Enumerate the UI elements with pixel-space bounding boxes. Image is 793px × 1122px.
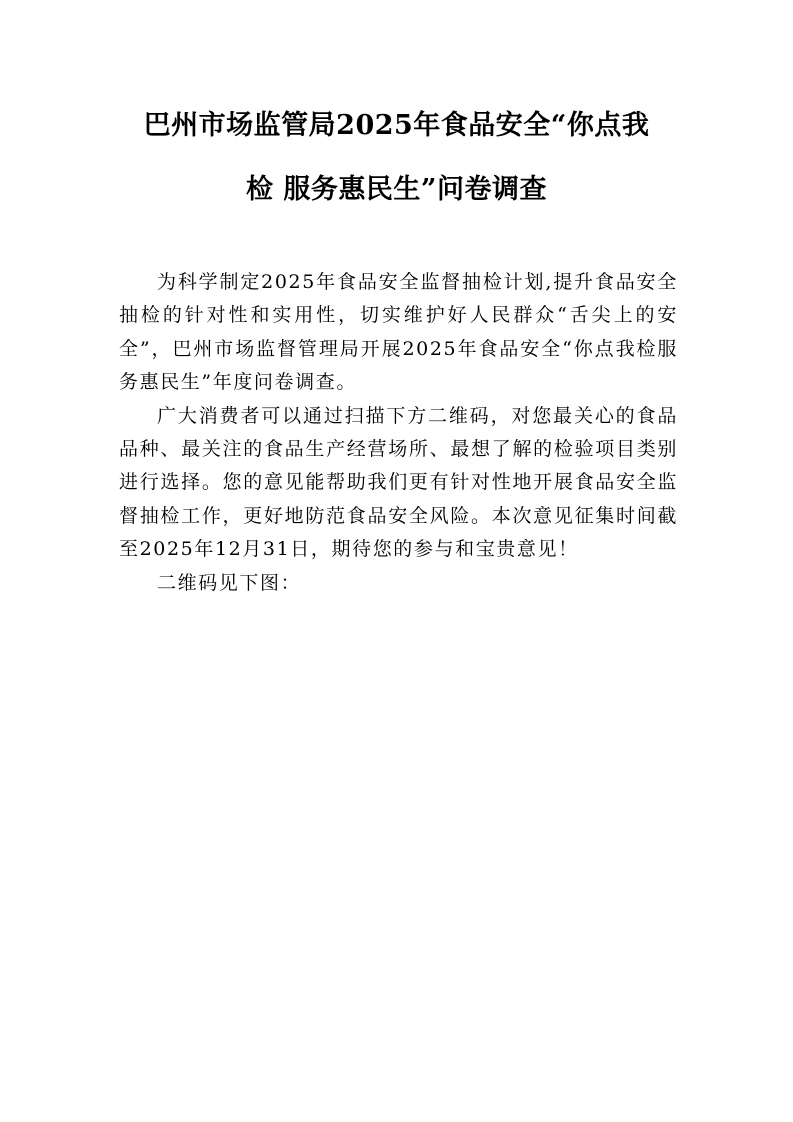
document-title-line-2: 检 服务惠民生”问卷调查: [246, 174, 547, 205]
paragraph-qr-note: 二维码见下图：: [157, 571, 302, 594]
paragraph-instructions: 广大消费者可以通过扫描下方二维码，对您最关心的食品品种、最关注的食品生产经营场所、最想了解的检验项目类别进行选择。您的意见能帮助我们更有针对性地开展食品安全监督抽检工作，更好地防范食品安全风险。本次意见征集时间截至2025年12月31日，期待您的参与和宝贵意见！: [119, 404, 678, 561]
document-title-line-1: 巴州市场监管局2025年食品安全“你点我: [143, 110, 650, 141]
document-body: [119, 266, 678, 600]
paragraph-intro: 为科学制定2025年食品安全监督抽检计划,提升食品安全抽检的针对性和实用性，切实维护好人民群众“舌尖上的安全”，巴州市场监督管理局开展2025年食品安全“你点我检服务惠民生”年度问卷调查。: [119, 271, 678, 394]
